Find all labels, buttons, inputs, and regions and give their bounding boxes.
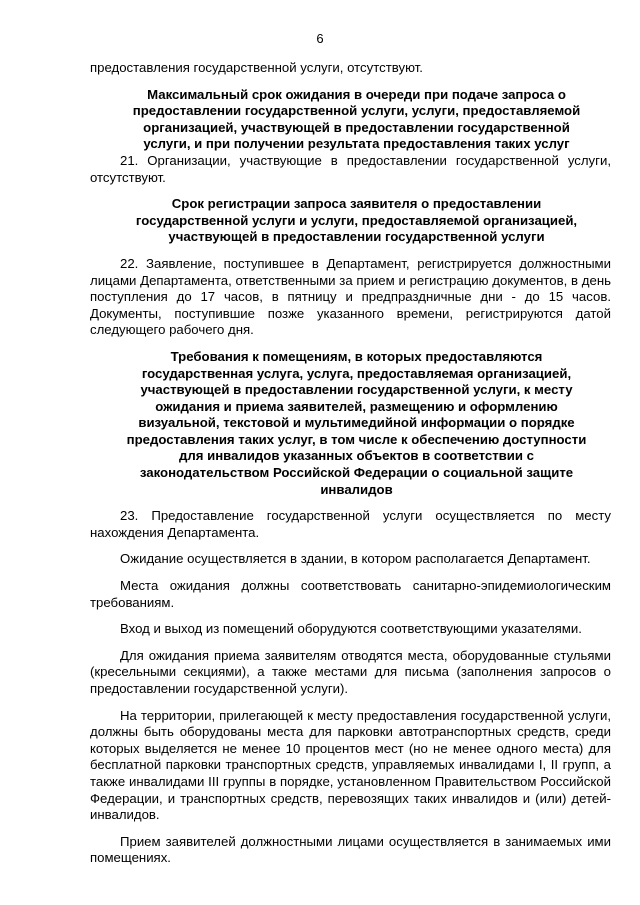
- paragraph-waiting-location: Ожидание осуществляется в здании, в котором располагается Департамент.: [120, 551, 591, 567]
- section-heading-premises: Требования к помещениям, в которых предоставляются государственная услуга, услуга, предоставляемая организацией, участвующей в предоставлении государственной услуги, к месту ожидания и приема заявителей, размещению и оформлению визуальной, текстовой и мультимедийной информации о порядке предоставления таких услуг, в том числе к обеспечению доступности для инвалидов указанных объектов в соответствии с законодательством Российской Федерации о социальной защите инвалидов: [126, 348, 587, 497]
- paragraph-reception: Прием заявителей должностными лицами осуществляется в занимаемых ими помещениях.: [90, 833, 611, 866]
- section-heading-registration: Срок регистрации запроса заявителя о предоставлении государственной услуги и услуги, предоставляемой организацией, участвующей в предоставлении государственной услуги: [135, 196, 578, 245]
- section-heading-max-wait: Максимальный срок ожидания в очереди при подаче запроса о предоставлении государственной услуги, услуги, предоставляемой организацией, участвующей в предоставлении государственной услуги, и при получении результата предоставления таких услуг: [132, 86, 581, 152]
- paragraph-entrance-signs: Вход и выход из помещений оборудуются соответствующими указателями.: [120, 621, 582, 637]
- paragraph-21: 21. Организации, участвующие в предоставлении государственной услуги, отсутствуют.: [90, 152, 611, 185]
- document-body: [90, 60, 611, 867]
- paragraph-parking: На территории, прилегающей к месту предоставления государственной услуги, должны быть оборудованы места для парковки автотранспортных средств, среди которых выделяется не менее 10 процентов мест (но не менее одного места) для бесплатной парковки транспортных средств, управляемых инвалидами I, II групп, а также инвалидами III группы в порядке, установленном Правительством Российской Федерации, и транспортных средств, перевозящих таких инвалидов и (или) детей-инвалидов.: [90, 707, 611, 823]
- paragraph-continuation: предоставления государственной услуги, отсутствуют.: [90, 60, 423, 75]
- paragraph-sanitary: Места ожидания должны соответствовать санитарно-эпидемиологическим требованиям.: [90, 578, 611, 610]
- page-number: 6: [316, 31, 324, 46]
- paragraph-seating: Для ожидания приема заявителям отводятся места, оборудованные стульями (кресельными секциями), а также местами для письма (заполнения запросов о предоставлении государственной услуги).: [90, 647, 611, 696]
- paragraph-23: 23. Предоставление государственной услуги осуществляется по месту нахождения Департамента.: [90, 508, 611, 540]
- paragraph-22: 22. Заявление, поступившее в Департамент, регистрируется должностными лицами Департамента, ответственными за прием и регистрацию документов, в день поступления до 17 часов, в пятницу и предпраздничные дни - до 15 часов. Документы, поступившие позже указанного времени, регистрируются датой следующего рабочего дня.: [90, 255, 611, 338]
